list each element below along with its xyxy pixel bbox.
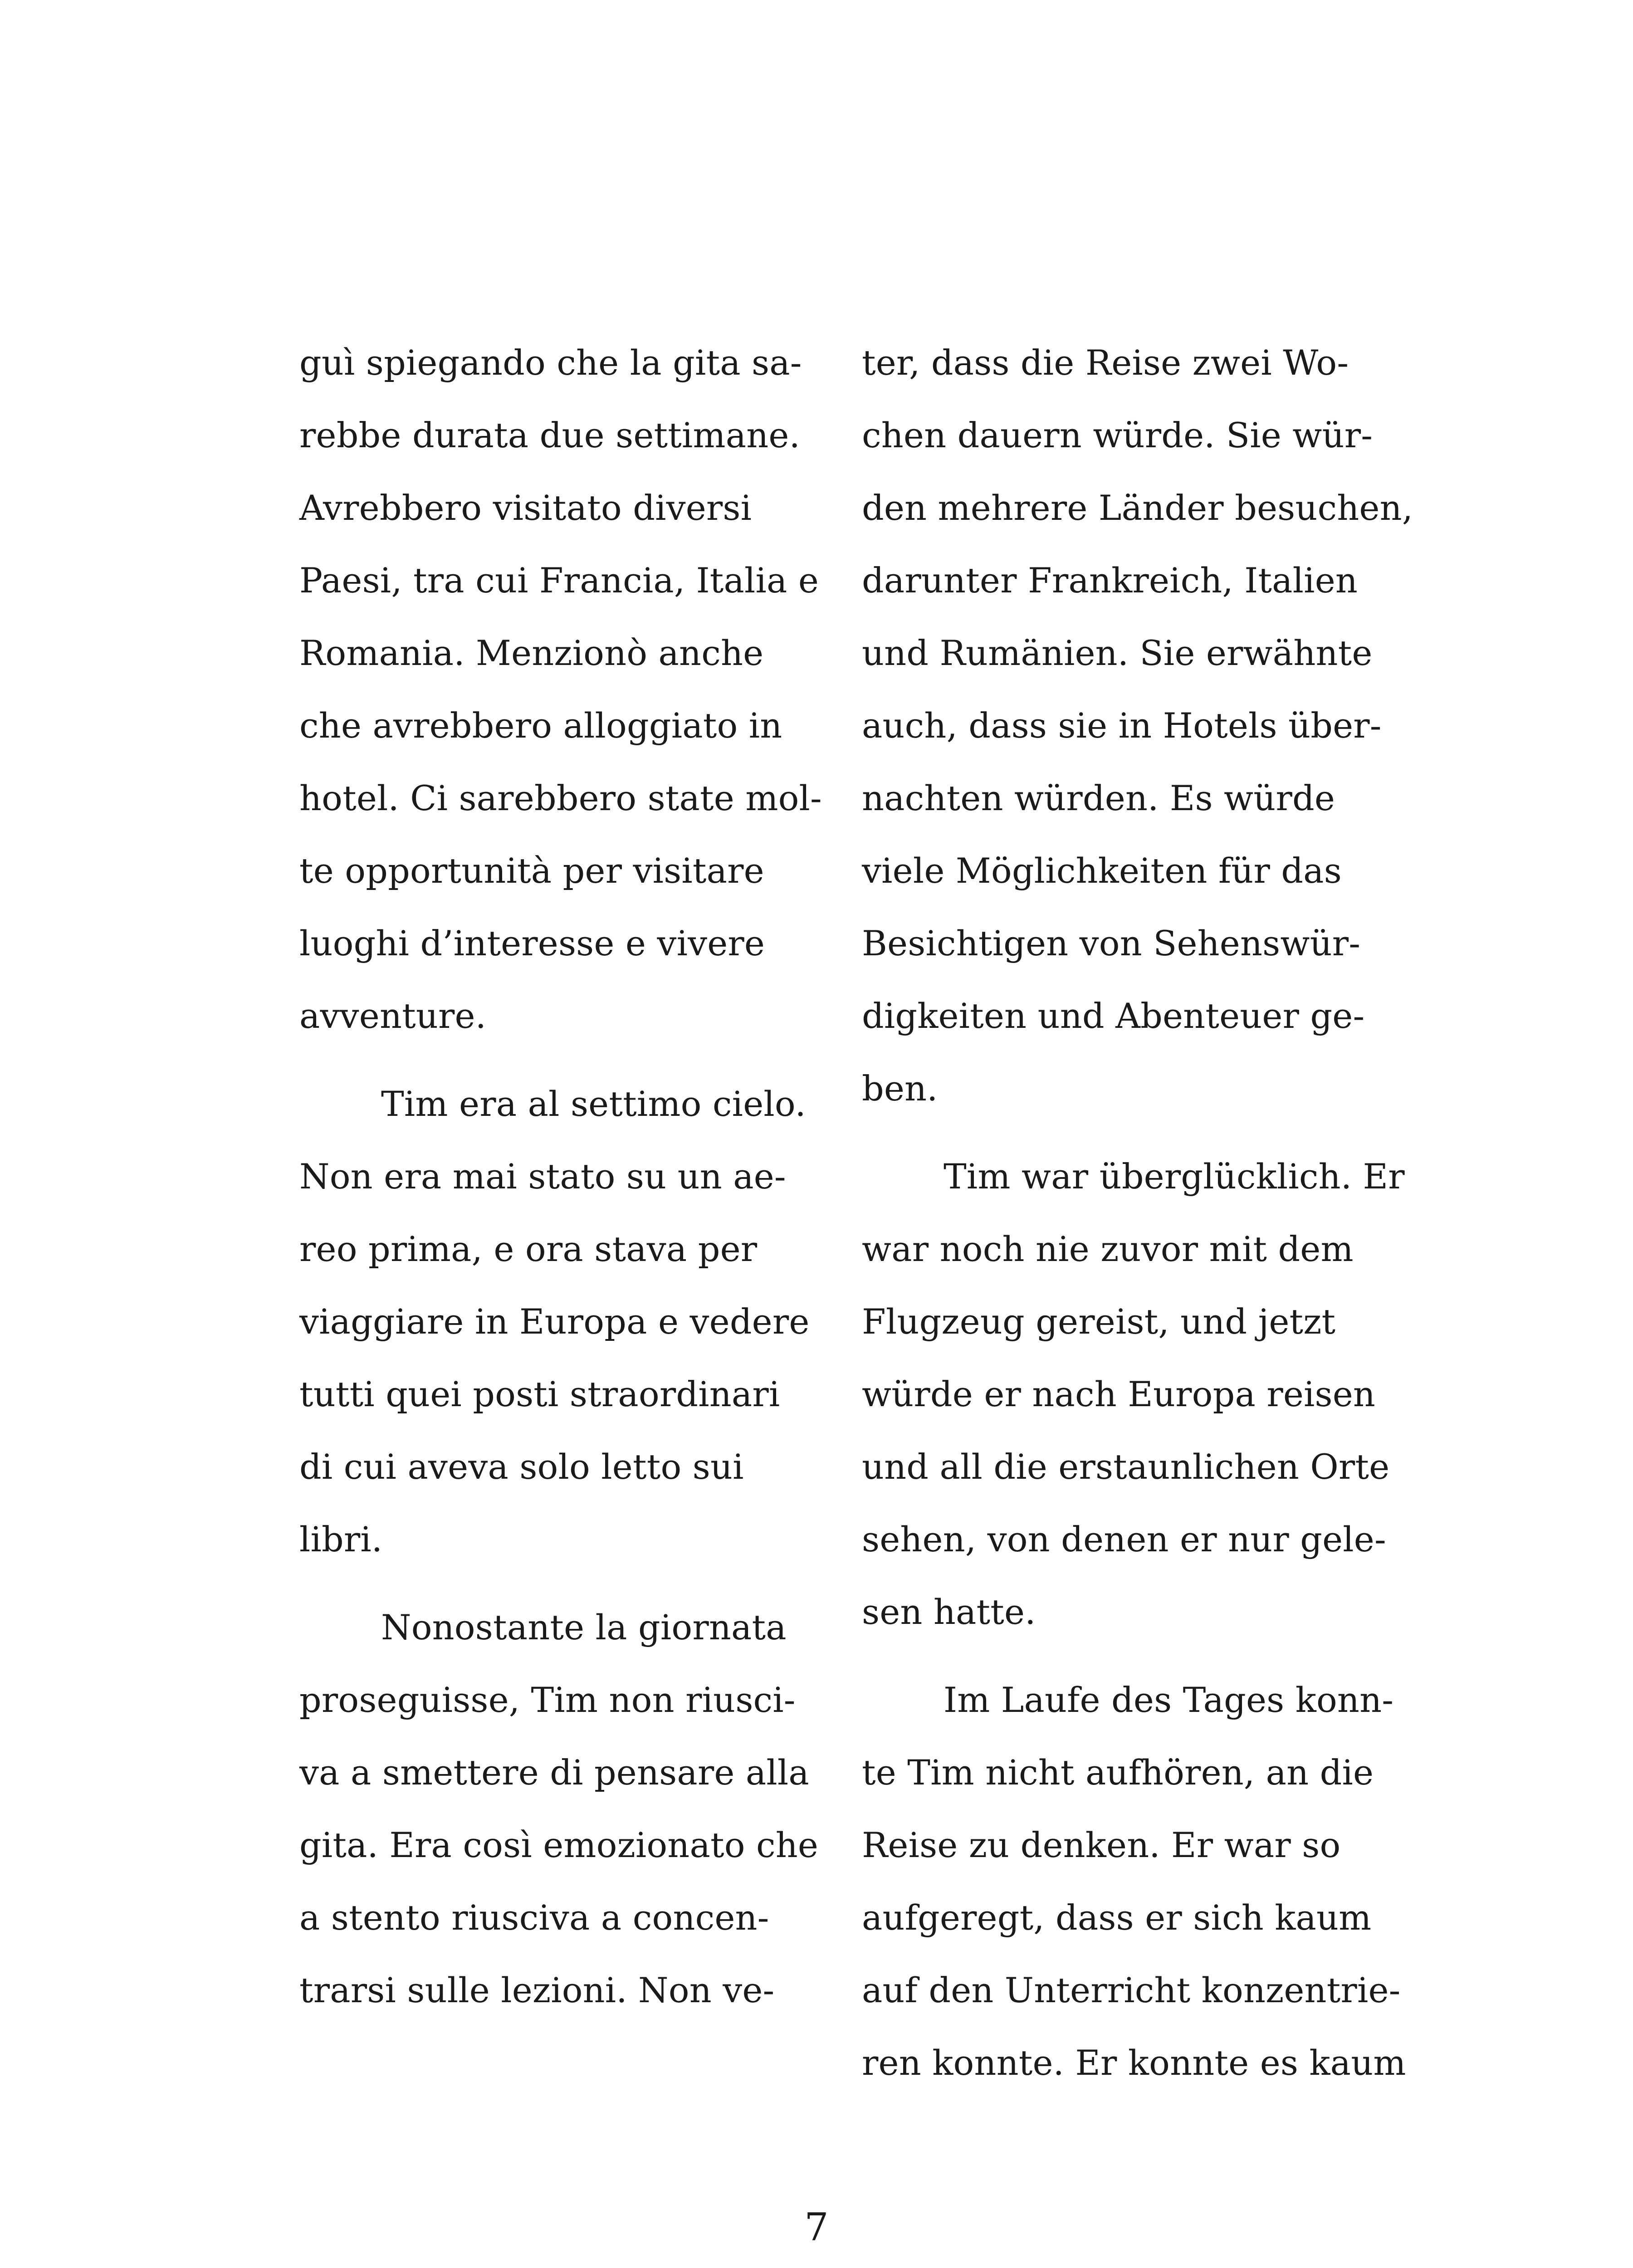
text-line: che avrebbero alloggiato in	[299, 705, 782, 746]
text-line: Besichtigen von Sehenswür-	[862, 923, 1361, 963]
text-line: a stento riusciva a concen-	[299, 1897, 769, 1938]
text-line: Avrebbero visitato diversi	[299, 488, 752, 528]
text-line: hotel. Ci sarebbero state mol-	[299, 778, 822, 818]
text-line: avventure.	[299, 996, 487, 1036]
italian-paragraph	[299, 1591, 835, 2027]
text-line: auf den Unterricht konzentrie-	[862, 1970, 1401, 2010]
paragraph-gap	[299, 1576, 835, 1591]
text-line: luoghi d’interesse e vivere	[299, 923, 765, 963]
text-line: trarsi sulle lezioni. Non ve-	[299, 1970, 775, 2010]
text-line: Paesi, tra cui Francia, Italia e	[299, 560, 819, 601]
paragraph-gap	[299, 1052, 835, 1068]
text-line: chen dauern würde. Sie wür-	[862, 415, 1373, 455]
text-line: digkeiten und Abenteuer ge-	[862, 996, 1365, 1036]
text-line: Tim war überglücklich. Er	[944, 1156, 1405, 1197]
text-line: va a smettere di pensare alla	[299, 1752, 809, 1793]
right-column-german	[862, 327, 1413, 2099]
text-line: und Rumänien. Sie erwähnte	[862, 633, 1373, 673]
text-line: Non era mai stato su un ae-	[299, 1156, 786, 1197]
text-line: libri.	[299, 1519, 383, 1559]
text-line: sen hatte.	[862, 1592, 1036, 1632]
text-line: und all die erstaunlichen Orte	[862, 1447, 1390, 1487]
text-line: Romania. Menzionò anche	[299, 633, 764, 673]
text-line: Reise zu denken. Er war so	[862, 1825, 1341, 1865]
text-line: viaggiare in Europa e vedere	[299, 1301, 810, 1342]
text-line: proseguisse, Tim non riusci-	[299, 1680, 796, 1720]
text-line: Nonostante la giornata	[381, 1607, 787, 1647]
italian-paragraph	[299, 327, 835, 1052]
german-paragraph	[862, 327, 1413, 1125]
text-line: tutti quei posti straordinari	[299, 1374, 780, 1414]
text-line: würde er nach Europa reisen	[862, 1374, 1376, 1414]
page-number: 7	[804, 2205, 829, 2249]
text-line: auch, dass sie in Hotels über-	[862, 705, 1382, 746]
italian-paragraph	[299, 1068, 835, 1576]
text-line: guì spiegando che la gita sa-	[299, 342, 802, 383]
text-line: nachten würden. Es würde	[862, 778, 1335, 818]
paragraph-gap	[862, 1125, 1397, 1140]
text-line: war noch nie zuvor mit dem	[862, 1229, 1354, 1269]
text-line: Flugzeug gereist, und jetzt	[862, 1301, 1336, 1342]
text-line: den mehrere Länder besuchen,	[862, 488, 1413, 528]
text-line: ren konnte. Er konnte es kaum	[862, 2043, 1406, 2083]
text-line: di cui aveva solo letto sui	[299, 1447, 744, 1487]
german-paragraph	[862, 1140, 1405, 1648]
text-line: aufgeregt, dass er sich kaum	[862, 1897, 1372, 1938]
text-line: viele Möglichkeiten für das	[862, 850, 1342, 891]
text-line: gita. Era così emozionato che	[299, 1825, 819, 1865]
text-line: reo prima, e ora stava per	[299, 1229, 758, 1269]
text-line: Im Laufe des Tages konn-	[944, 1680, 1394, 1720]
text-line: Tim era al settimo cielo.	[381, 1084, 806, 1124]
text-line: te Tim nicht aufhören, an die	[862, 1752, 1374, 1793]
german-paragraph	[862, 1664, 1406, 2099]
paragraph-gap	[862, 1648, 1397, 1664]
left-column-italian	[299, 327, 835, 2027]
text-line: rebbe durata due settimane.	[299, 415, 800, 455]
text-line: ter, dass die Reise zwei Wo-	[862, 342, 1349, 383]
text-line: ben.	[862, 1068, 938, 1109]
text-line: te opportunità per visitare	[299, 850, 764, 891]
text-line: darunter Frankreich, Italien	[862, 560, 1358, 601]
text-line: sehen, von denen er nur gele-	[862, 1519, 1386, 1559]
